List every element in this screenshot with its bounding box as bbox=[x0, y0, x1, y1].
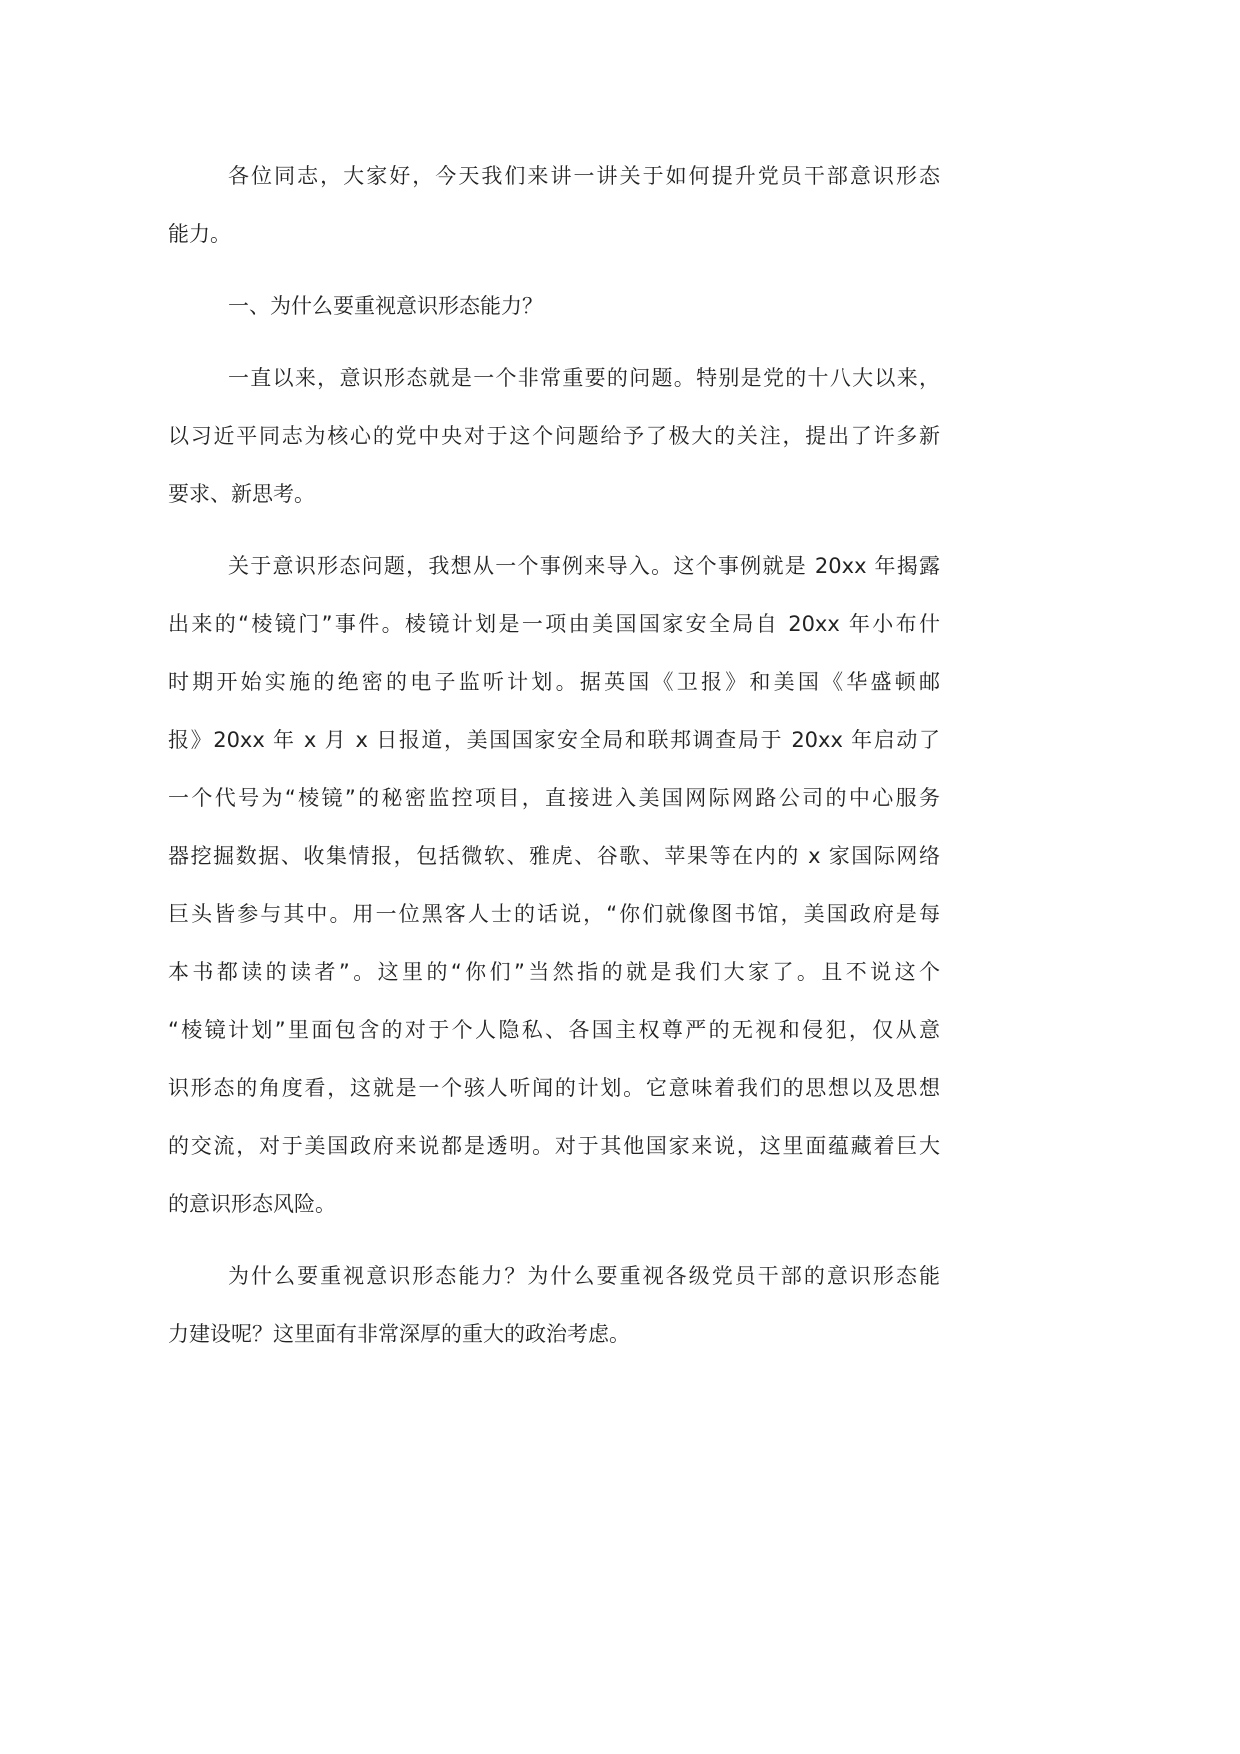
text-line: 一个代号为“棱镜”的秘密监控项目，直接进入美国网际网路公司的中心服务 bbox=[168, 786, 940, 810]
paragraph bbox=[168, 360, 940, 534]
text-line: 以习近平同志为核心的党中央对于这个问题给予了极大的关注，提出了许多新 bbox=[168, 424, 940, 448]
text-line: 一、为什么要重视意识形态能力？ bbox=[228, 294, 543, 318]
text-line: 关于意识形态问题，我想从一个事例来导入。这个事例就是 20xx 年揭露 bbox=[228, 554, 940, 578]
paragraph bbox=[168, 1258, 940, 1374]
document-body bbox=[168, 158, 940, 1388]
paragraph bbox=[168, 158, 940, 274]
paragraph bbox=[168, 548, 940, 1244]
text-line: 为什么要重视意识形态能力？为什么要重视各级党员干部的意识形态能 bbox=[228, 1264, 940, 1288]
text-line: 的交流，对于美国政府来说都是透明。对于其他国家来说，这里面蕴藏着巨大 bbox=[168, 1134, 940, 1158]
text-line: 要求、新思考。 bbox=[168, 482, 315, 506]
text-line: 巨头皆参与其中。用一位黑客人士的话说，“你们就像图书馆，美国政府是每 bbox=[168, 902, 940, 926]
text-line: 报》20xx 年 x 月 x 日报道，美国国家安全局和联邦调查局于 20xx 年启动了 bbox=[168, 728, 940, 752]
text-line: 各位同志，大家好，今天我们来讲一讲关于如何提升党员干部意识形态 bbox=[228, 164, 940, 188]
text-line: 时期开始实施的绝密的电子监听计划。据英国《卫报》和美国《华盛顿邮 bbox=[168, 670, 940, 694]
text-line: 能力。 bbox=[168, 222, 231, 246]
section-heading bbox=[168, 288, 940, 346]
text-line: 识形态的角度看，这就是一个骇人听闻的计划。它意味着我们的思想以及思想 bbox=[168, 1076, 940, 1100]
text-line: 器挖掘数据、收集情报，包括微软、雅虎、谷歌、苹果等在内的 x 家国际网络 bbox=[168, 844, 940, 868]
text-line: 的意识形态风险。 bbox=[168, 1192, 336, 1216]
text-line: “棱镜计划”里面包含的对于个人隐私、各国主权尊严的无视和侵犯，仅从意 bbox=[168, 1018, 940, 1042]
text-line: 本书都读的读者”。这里的“你们”当然指的就是我们大家了。且不说这个 bbox=[168, 960, 940, 984]
text-line: 一直以来，意识形态就是一个非常重要的问题。特别是党的十八大以来， bbox=[228, 366, 940, 390]
text-line: 力建设呢？这里面有非常深厚的重大的政治考虑。 bbox=[168, 1322, 630, 1346]
text-line: 出来的“棱镜门”事件。棱镜计划是一项由美国国家安全局自 20xx 年小布什 bbox=[168, 612, 940, 636]
